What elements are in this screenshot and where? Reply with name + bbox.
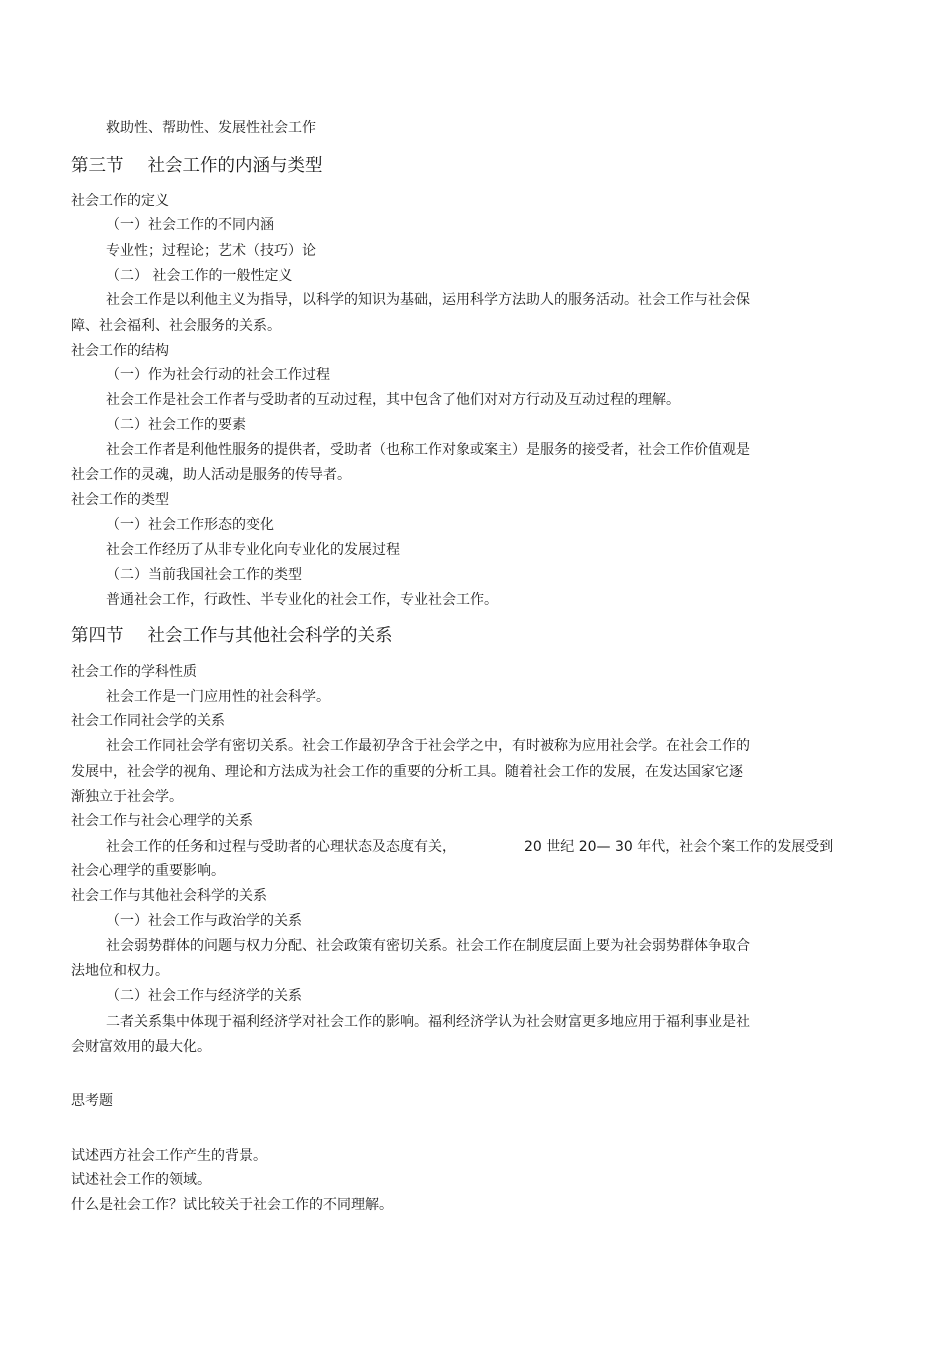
definition-sub2-text-1: 社会工作是以利他主义为指导，以科学的知识为基础，运用科学方法助人的服务活动。社会工作与社会保 (106, 292, 750, 308)
types-sub1-text: 社会工作经历了从非专业化向专业化的发展过程 (106, 542, 400, 558)
section-4-title: 社会工作与其他社会科学的关系 (147, 626, 393, 646)
definition-sub1: （一）社会工作的不同内涵 (106, 217, 274, 233)
other-sub1-text-2: 法地位和权力。 (71, 963, 169, 979)
psychology-title: 社会工作与社会心理学的关系 (71, 813, 253, 829)
sociology-title: 社会工作同社会学的关系 (71, 713, 225, 729)
structure-title: 社会工作的结构 (71, 343, 169, 359)
psychology-text-2: 社会心理学的重要影响。 (71, 863, 225, 879)
structure-sub1-text: 社会工作是社会工作者与受助者的互动过程，其中包含了他们对对方行动及互动过程的理解。 (106, 392, 680, 408)
questions-title: 思考题 (71, 1093, 113, 1109)
other-title: 社会工作与其他社会科学的关系 (71, 888, 267, 904)
section-4-number: 第四节 (71, 626, 124, 646)
question-item-3: 什么是社会工作？试比较关于社会工作的不同理解。 (71, 1197, 393, 1213)
question-item-1: 试述西方社会工作产生的背景。 (71, 1148, 267, 1164)
psychology-text-1a: 社会工作的任务和过程与受助者的心理状态及态度有关， (106, 839, 456, 855)
types-sub2: （二）当前我国社会工作的类型 (106, 567, 302, 583)
types-sub2-text: 普通社会工作，行政性、半专业化的社会工作，专业社会工作。 (106, 592, 498, 608)
section-3-number: 第三节 (71, 156, 124, 176)
definition-title: 社会工作的定义 (71, 193, 169, 209)
section-3-title: 社会工作的内涵与类型 (147, 156, 323, 176)
structure-sub2-text-1: 社会工作者是利他性服务的提供者，受助者（也称工作对象或案主）是服务的接受者，社会工作价值观是 (106, 442, 750, 458)
section-3-heading (71, 155, 323, 177)
definition-sub2-text-2: 障、社会福利、社会服务的关系。 (71, 318, 281, 334)
other-sub2: （二）社会工作与经济学的关系 (106, 988, 302, 1004)
nature-text: 社会工作是一门应用性的社会科学。 (106, 689, 330, 705)
question-item-2: 试述社会工作的领域。 (71, 1172, 211, 1188)
intro-line: 救助性、帮助性、发展性社会工作 (106, 120, 316, 136)
other-sub1: （一）社会工作与政治学的关系 (106, 913, 302, 929)
nature-title: 社会工作的学科性质 (71, 664, 197, 680)
sociology-text-1: 社会工作同社会学有密切关系。社会工作最初孕含于社会学之中，有时被称为应用社会学。在社会工作的 (106, 738, 750, 754)
other-sub2-text-2: 会财富效用的最大化。 (71, 1039, 211, 1055)
psychology-text-1b: 20 世纪 20— 30 年代，社会个案工作的发展受到 (524, 839, 834, 855)
structure-sub2-text-2: 社会工作的灵魂，助人活动是服务的传导者。 (71, 467, 351, 483)
sociology-text-2: 发展中，社会学的视角、理论和方法成为社会工作的重要的分析工具。随着社会工作的发展，在发达国家它逐 (71, 764, 743, 780)
definition-sub2: （二） 社会工作的一般性定义 (106, 268, 293, 284)
sociology-text-3: 渐独立于社会学。 (71, 789, 183, 805)
structure-sub2: （二）社会工作的要素 (106, 417, 246, 433)
types-title: 社会工作的类型 (71, 492, 169, 508)
section-4-heading (71, 625, 393, 647)
types-sub1: （一）社会工作形态的变化 (106, 517, 274, 533)
definition-sub1-text: 专业性；过程论；艺术（技巧）论 (106, 243, 316, 259)
other-sub2-text-1: 二者关系集中体现于福利经济学对社会工作的影响。福利经济学认为社会财富更多地应用于福利事业是社 (106, 1014, 750, 1030)
other-sub1-text-1: 社会弱势群体的问题与权力分配、社会政策有密切关系。社会工作在制度层面上要为社会弱势群体争取合 (106, 938, 750, 954)
structure-sub1: （一）作为社会行动的社会工作过程 (106, 367, 330, 383)
